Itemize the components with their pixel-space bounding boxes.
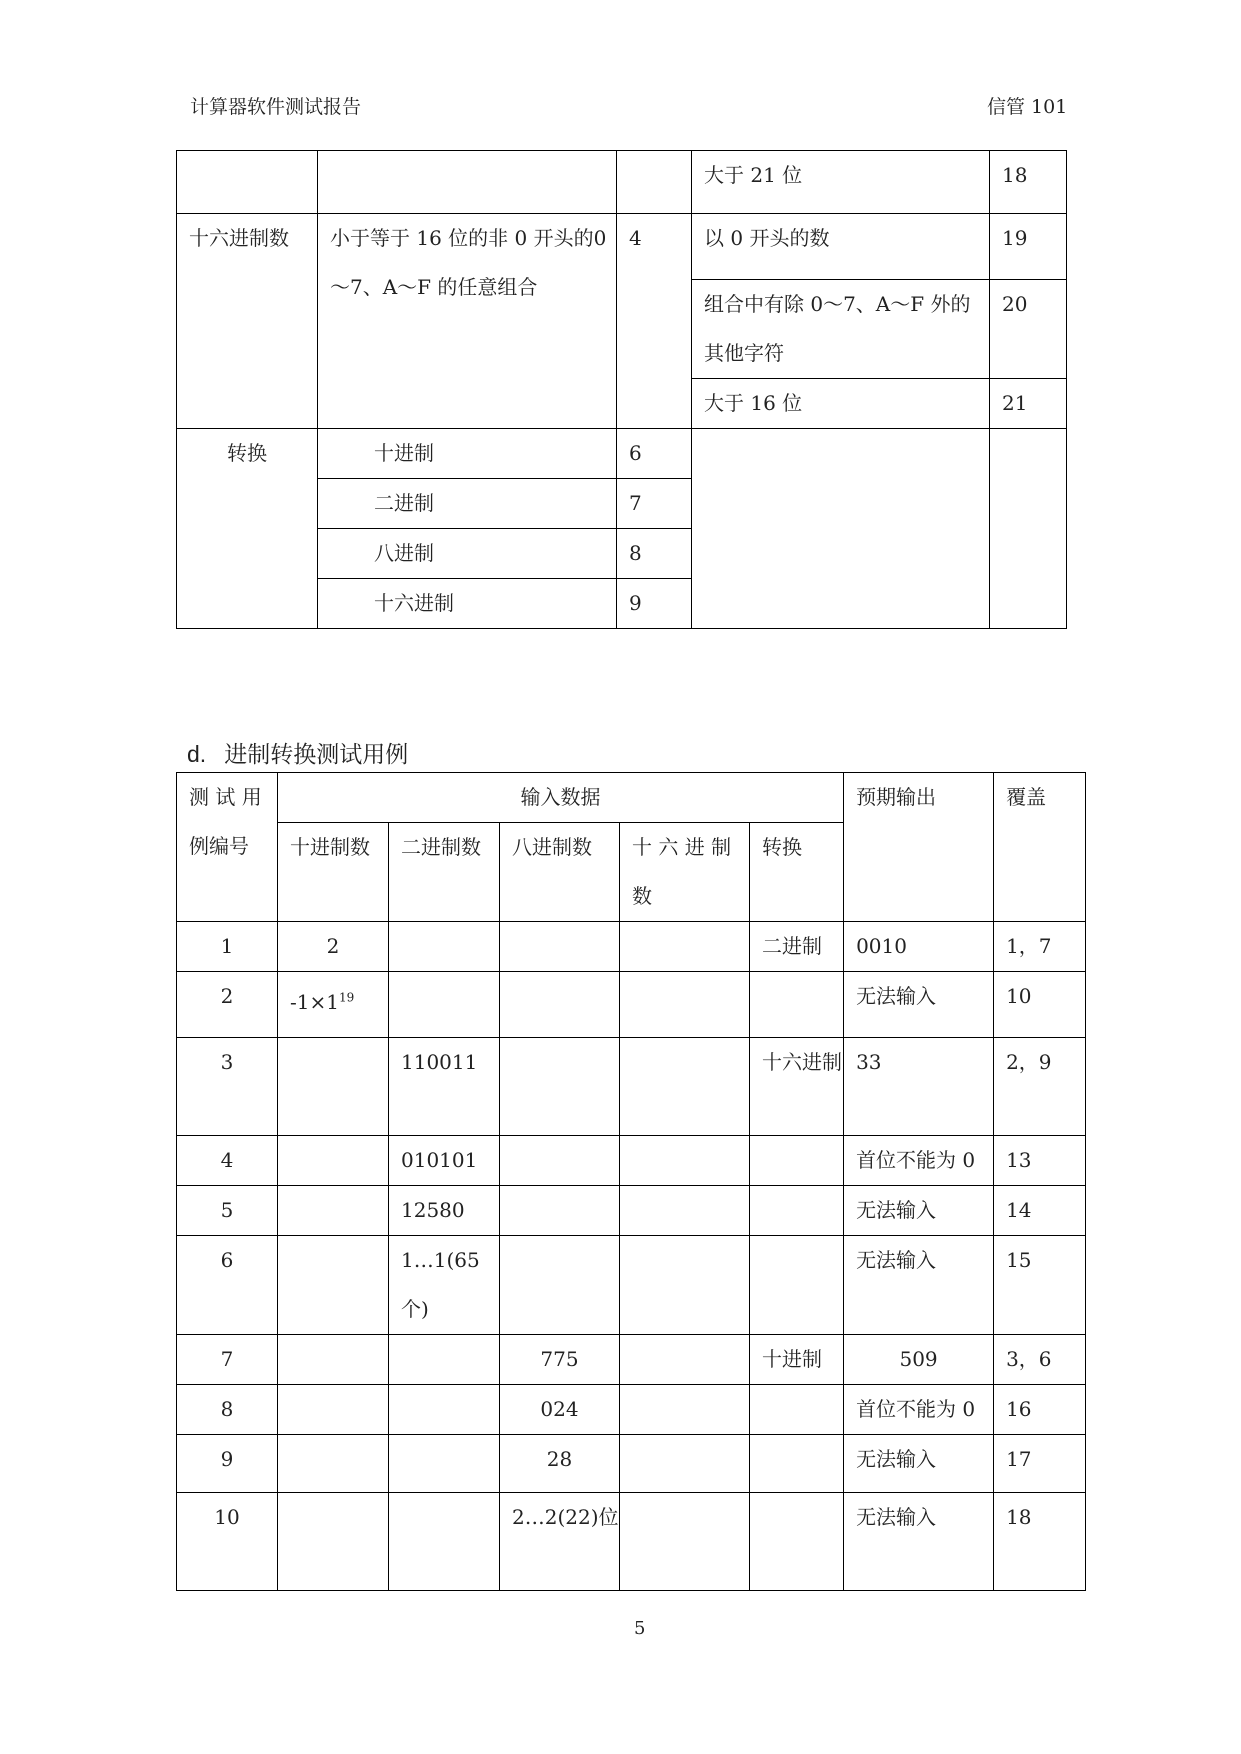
binary-input bbox=[389, 972, 500, 1038]
hex-input bbox=[620, 922, 750, 972]
decimal-input bbox=[278, 1236, 389, 1335]
table-cell: 十六进制数 bbox=[177, 214, 318, 429]
header-hex: 十 六 进 制数 bbox=[620, 823, 750, 922]
expected-output: 无法输入 bbox=[844, 1186, 994, 1236]
header-coverage: 覆盖 bbox=[994, 773, 1086, 922]
decimal-input bbox=[278, 1435, 389, 1493]
convert-target bbox=[750, 1435, 844, 1493]
hex-input bbox=[620, 1335, 750, 1385]
table-row bbox=[177, 1186, 1086, 1236]
expected-output: 33 bbox=[844, 1038, 994, 1136]
case-id: 6 bbox=[177, 1236, 278, 1335]
convert-target bbox=[750, 972, 844, 1038]
table-header-row bbox=[177, 773, 1086, 823]
equivalence-class-table bbox=[176, 150, 1067, 629]
table-row bbox=[177, 1493, 1086, 1591]
table-row bbox=[177, 214, 1067, 280]
table-cell: 18 bbox=[990, 151, 1067, 214]
table-cell bbox=[617, 151, 692, 214]
coverage: 14 bbox=[994, 1186, 1086, 1236]
convert-target bbox=[750, 1236, 844, 1335]
header-decimal: 十进制数 bbox=[278, 823, 389, 922]
table-cell: 21 bbox=[990, 379, 1067, 429]
table-cell: 大于 21 位 bbox=[692, 151, 990, 214]
case-id: 4 bbox=[177, 1136, 278, 1186]
section-title: 进制转换测试用例 bbox=[224, 742, 409, 768]
table-cell: 7 bbox=[617, 479, 692, 529]
case-id: 8 bbox=[177, 1385, 278, 1435]
convert-target: 十六进制 bbox=[750, 1038, 844, 1136]
hex-input bbox=[620, 1493, 750, 1591]
octal-input bbox=[500, 1186, 620, 1236]
decimal-input bbox=[278, 1493, 389, 1591]
convert-target bbox=[750, 1186, 844, 1236]
expected-output: 无法输入 bbox=[844, 1435, 994, 1493]
expected-output: 无法输入 bbox=[844, 1493, 994, 1591]
binary-input bbox=[389, 1435, 500, 1493]
table-row bbox=[177, 972, 1086, 1038]
table-cell: 以 0 开头的数 bbox=[692, 214, 990, 280]
coverage: 10 bbox=[994, 972, 1086, 1038]
coverage: 17 bbox=[994, 1435, 1086, 1493]
coverage: 1，7 bbox=[994, 922, 1086, 972]
decimal-input bbox=[278, 1136, 389, 1186]
octal-input: 2…2(22)位 bbox=[500, 1493, 620, 1591]
table-cell: 19 bbox=[990, 214, 1067, 280]
octal-input bbox=[500, 1136, 620, 1186]
binary-input: 010101 bbox=[389, 1136, 500, 1186]
section-heading bbox=[187, 736, 408, 769]
expected-output: 无法输入 bbox=[844, 1236, 994, 1335]
case-id: 10 bbox=[177, 1493, 278, 1591]
hex-input bbox=[620, 972, 750, 1038]
decimal-input-exponent: 19 bbox=[338, 990, 355, 1005]
table-cell: 4 bbox=[617, 214, 692, 429]
binary-input bbox=[389, 1335, 500, 1385]
hex-input bbox=[620, 1136, 750, 1186]
table-row bbox=[177, 1385, 1086, 1435]
case-id: 7 bbox=[177, 1335, 278, 1385]
table-cell: 9 bbox=[617, 579, 692, 629]
table-cell bbox=[177, 151, 318, 214]
hex-input bbox=[620, 1435, 750, 1493]
decimal-input bbox=[278, 1186, 389, 1236]
convert-target bbox=[750, 1385, 844, 1435]
decimal-input bbox=[278, 972, 389, 1038]
header-class-label: 信管 101 bbox=[987, 96, 1068, 118]
table-row bbox=[177, 1136, 1086, 1186]
decimal-input bbox=[278, 1335, 389, 1385]
header-title: 计算器软件测试报告 bbox=[190, 96, 362, 118]
binary-input bbox=[389, 1385, 500, 1435]
octal-input bbox=[500, 972, 620, 1038]
table-cell: 大于 16 位 bbox=[692, 379, 990, 429]
octal-input: 024 bbox=[500, 1385, 620, 1435]
table-cell: 20 bbox=[990, 280, 1067, 379]
header-input-data: 输入数据 bbox=[278, 773, 844, 823]
coverage: 15 bbox=[994, 1236, 1086, 1335]
table-cell: 8 bbox=[617, 529, 692, 579]
table-cell: 转换 bbox=[177, 429, 318, 629]
table-row bbox=[177, 1038, 1086, 1136]
case-id: 9 bbox=[177, 1435, 278, 1493]
binary-input bbox=[389, 1493, 500, 1591]
table-row bbox=[177, 1236, 1086, 1335]
hex-input bbox=[620, 1186, 750, 1236]
expected-output: 509 bbox=[844, 1335, 994, 1385]
case-id: 5 bbox=[177, 1186, 278, 1236]
coverage: 2，9 bbox=[994, 1038, 1086, 1136]
test-case-table bbox=[176, 772, 1086, 1591]
table-cell: 小于等于 16 位的非 0 开头的0～7、A～F 的任意组合 bbox=[318, 214, 617, 429]
expected-output: 无法输入 bbox=[844, 972, 994, 1038]
expected-output: 首位不能为 0 bbox=[844, 1385, 994, 1435]
octal-input: 775 bbox=[500, 1335, 620, 1385]
table-cell: 组合中有除 0～7、A～F 外的其他字符 bbox=[692, 280, 990, 379]
page-number: 5 bbox=[634, 1618, 646, 1639]
binary-input: 12580 bbox=[389, 1186, 500, 1236]
binary-input: 1…1(65个) bbox=[389, 1236, 500, 1335]
case-id: 2 bbox=[177, 972, 278, 1038]
case-id: 1 bbox=[177, 922, 278, 972]
table-cell: 十进制 bbox=[318, 429, 617, 479]
octal-input: 28 bbox=[500, 1435, 620, 1493]
coverage: 18 bbox=[994, 1493, 1086, 1591]
octal-input bbox=[500, 1038, 620, 1136]
table-row bbox=[177, 1435, 1086, 1493]
table-cell: 二进制 bbox=[318, 479, 617, 529]
table-cell bbox=[318, 151, 617, 214]
header-binary: 二进制数 bbox=[389, 823, 500, 922]
convert-target bbox=[750, 1493, 844, 1591]
hex-input bbox=[620, 1385, 750, 1435]
table-cell bbox=[692, 429, 990, 629]
decimal-input bbox=[278, 1038, 389, 1136]
case-id: 3 bbox=[177, 1038, 278, 1136]
decimal-input bbox=[278, 1385, 389, 1435]
header-expected-output: 预期输出 bbox=[844, 773, 994, 922]
coverage: 13 bbox=[994, 1136, 1086, 1186]
header-convert: 转换 bbox=[750, 823, 844, 922]
table-row bbox=[177, 429, 1067, 479]
expected-output: 0010 bbox=[844, 922, 994, 972]
table-row bbox=[177, 1335, 1086, 1385]
header-case-id: 测 试 用例编号 bbox=[177, 773, 278, 922]
coverage: 3，6 bbox=[994, 1335, 1086, 1385]
coverage: 16 bbox=[994, 1385, 1086, 1435]
decimal-input-base: -1×1 bbox=[290, 990, 339, 1014]
hex-input bbox=[620, 1038, 750, 1136]
table-cell bbox=[990, 429, 1067, 629]
hex-input bbox=[620, 1236, 750, 1335]
convert-target bbox=[750, 1136, 844, 1186]
table-cell: 八进制 bbox=[318, 529, 617, 579]
table-cell: 十六进制 bbox=[318, 579, 617, 629]
expected-output: 首位不能为 0 bbox=[844, 1136, 994, 1186]
decimal-input: 2 bbox=[278, 922, 389, 972]
table-cell: 6 bbox=[617, 429, 692, 479]
binary-input: 110011 bbox=[389, 1038, 500, 1136]
table-row bbox=[177, 922, 1086, 972]
binary-input bbox=[389, 922, 500, 972]
convert-target: 十进制 bbox=[750, 1335, 844, 1385]
convert-target: 二进制 bbox=[750, 922, 844, 972]
table-row bbox=[177, 151, 1067, 214]
octal-input bbox=[500, 922, 620, 972]
header-octal: 八进制数 bbox=[500, 823, 620, 922]
section-letter: d. bbox=[187, 741, 207, 767]
octal-input bbox=[500, 1236, 620, 1335]
